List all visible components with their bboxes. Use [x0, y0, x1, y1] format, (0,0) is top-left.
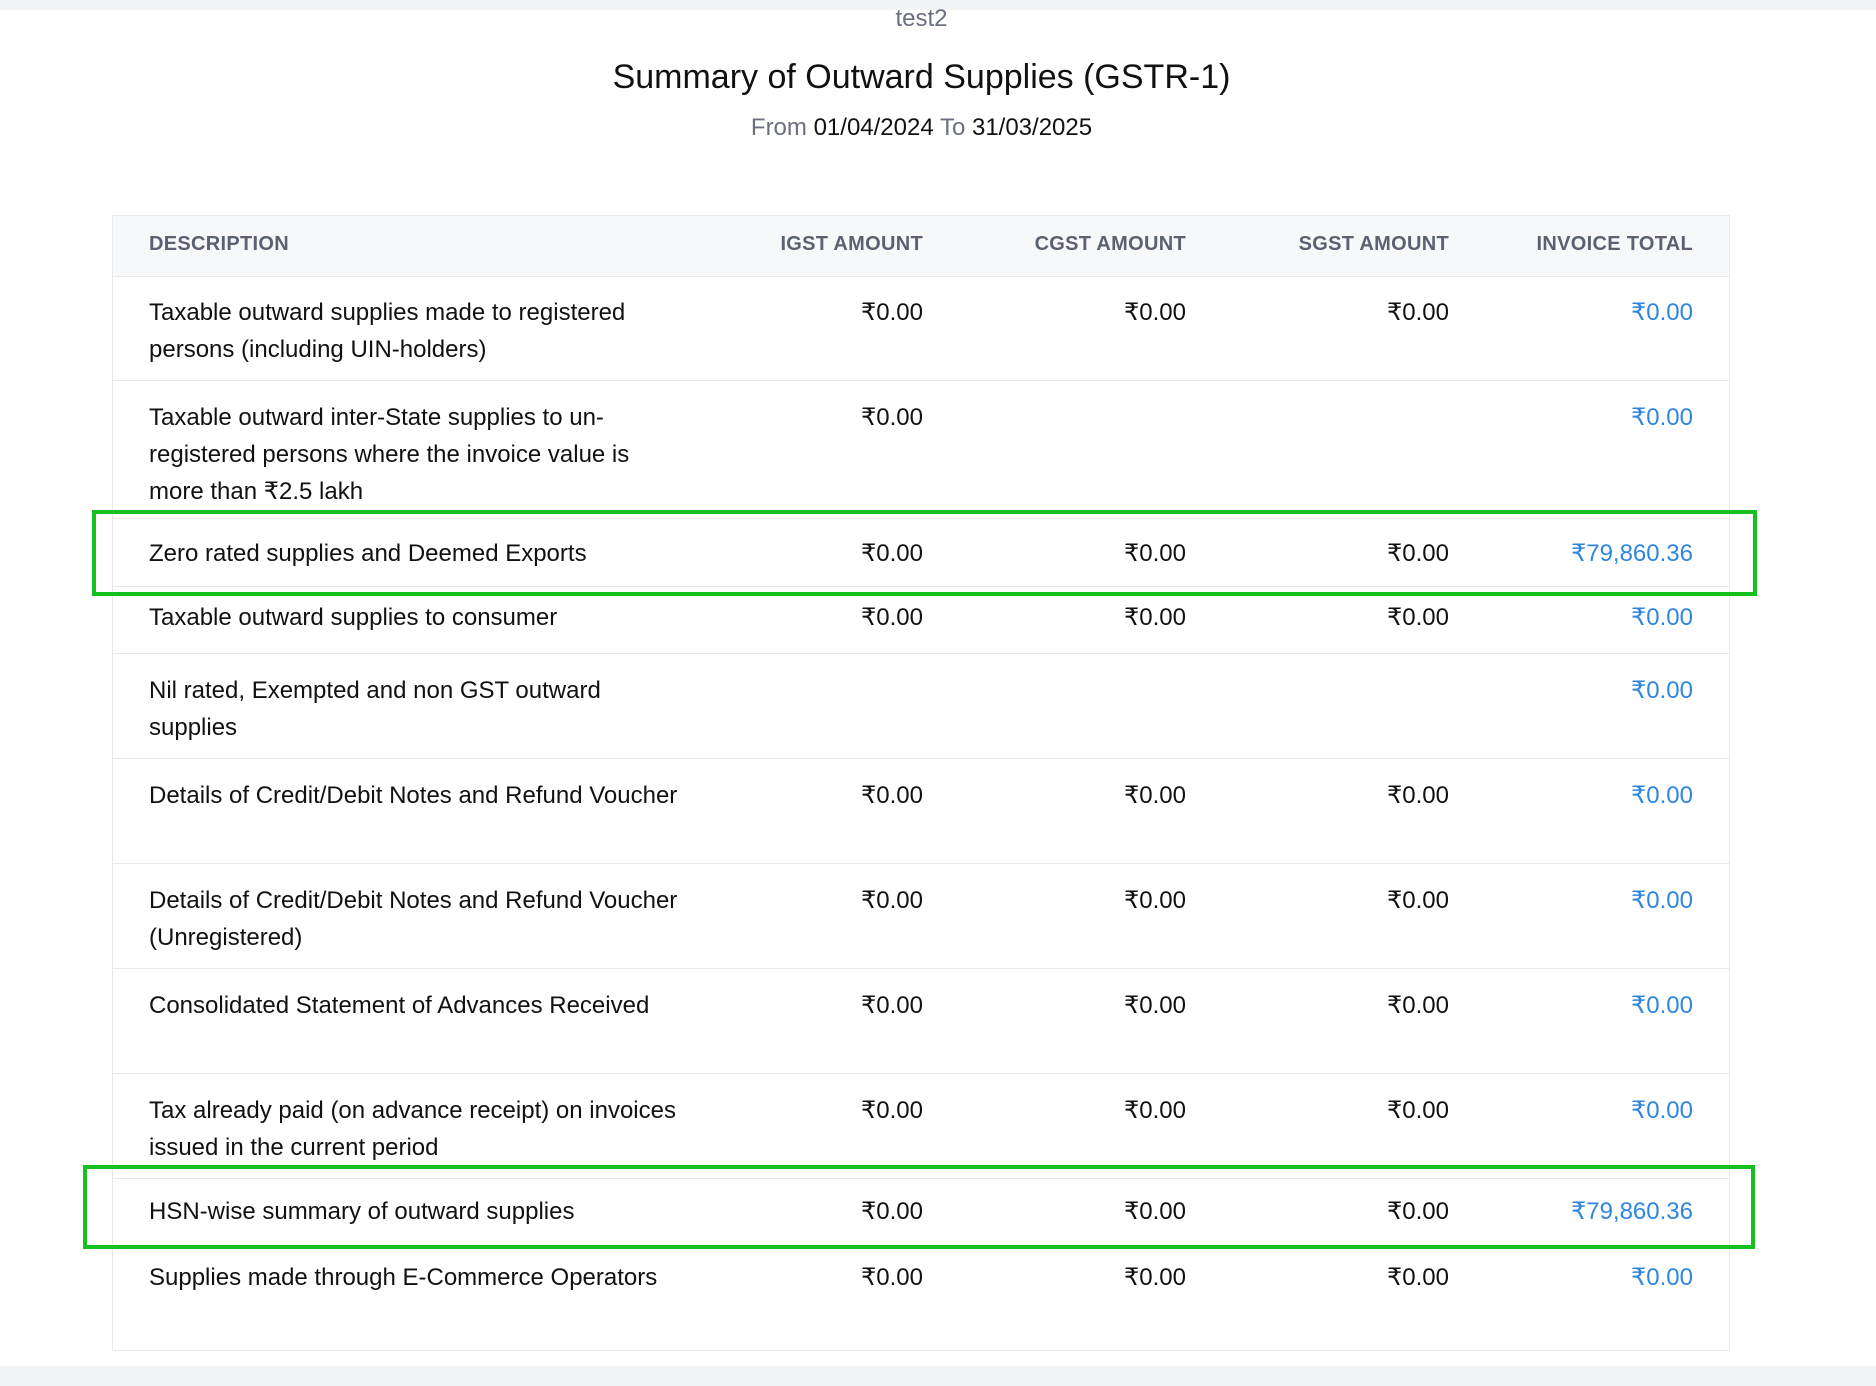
row-cgst-amount: ₹0.00: [1124, 992, 1186, 1019]
row-igst-amount: ₹0.00: [861, 404, 923, 431]
row-cgst-amount: ₹0.00: [1124, 540, 1186, 567]
row-cgst-amount: ₹0.00: [1124, 1097, 1186, 1124]
row-invoice-total-link[interactable]: ₹0.00: [1631, 299, 1693, 326]
table-row: [113, 1247, 1729, 1350]
row-sgst-amount: ₹0.00: [1387, 604, 1449, 631]
row-description: Taxable outward supplies to consumer: [149, 604, 558, 631]
row-sgst-amount: ₹0.00: [1387, 299, 1449, 326]
row-igst-amount: ₹0.00: [861, 992, 923, 1019]
row-invoice-total-link[interactable]: ₹0.00: [1631, 677, 1693, 704]
table-row: [113, 969, 1729, 1074]
table-row: [113, 1179, 1729, 1247]
column-header-igst: IGST AMOUNT: [780, 233, 923, 255]
row-igst-amount: ₹0.00: [861, 540, 923, 567]
table-row: [113, 654, 1729, 759]
table-row: [113, 519, 1729, 587]
row-description: Zero rated supplies and Deemed Exports: [149, 540, 587, 567]
table-row: [113, 381, 1729, 519]
row-cgst-amount: ₹0.00: [1124, 1198, 1186, 1225]
table-header: [113, 216, 1729, 277]
period-to-date: 31/03/2025: [971, 114, 1093, 141]
row-description: Tax already paid (on advance receipt) on invoices issued in the current period: [149, 1097, 676, 1161]
row-cgst-amount: ₹0.00: [1124, 887, 1186, 914]
row-description: Details of Credit/Debit Notes and Refund Voucher: [149, 782, 678, 809]
row-description: Nil rated, Exempted and non GST outward supplies: [149, 677, 601, 741]
row-sgst-amount: ₹0.00: [1387, 1198, 1449, 1225]
row-sgst-amount: ₹0.00: [1387, 782, 1449, 809]
row-description: Details of Credit/Debit Notes and Refund Voucher (Unregistered): [149, 887, 678, 951]
period-to-label: To: [939, 114, 966, 141]
row-cgst-amount: ₹0.00: [1124, 299, 1186, 326]
row-sgst-amount: ₹0.00: [1387, 1264, 1449, 1291]
row-igst-amount: ₹0.00: [861, 782, 923, 809]
column-header-invoice-total: INVOICE TOTAL: [1536, 233, 1693, 255]
row-igst-amount: ₹0.00: [861, 887, 923, 914]
organization-name: test2: [895, 5, 948, 32]
row-description: HSN-wise summary of outward supplies: [149, 1198, 575, 1225]
summary-table: [112, 215, 1730, 1351]
row-cgst-amount: ₹0.00: [1124, 604, 1186, 631]
row-description: Consolidated Statement of Advances Received: [149, 992, 650, 1019]
row-description: Supplies made through E-Commerce Operators: [149, 1264, 658, 1291]
row-cgst-amount: ₹0.00: [1124, 1264, 1186, 1291]
table-row: [113, 1074, 1729, 1179]
table-row: [113, 587, 1729, 654]
column-header-sgst: SGST AMOUNT: [1298, 233, 1449, 255]
column-header-description: DESCRIPTION: [149, 233, 289, 255]
period-from-date: 01/04/2024: [813, 114, 934, 141]
row-sgst-amount: ₹0.00: [1387, 540, 1449, 567]
period-from-label: From: [750, 114, 807, 141]
row-invoice-total-link[interactable]: ₹79,860.36: [1570, 1198, 1693, 1225]
table-row: [113, 759, 1729, 864]
row-cgst-amount: ₹0.00: [1124, 782, 1186, 809]
row-sgst-amount: ₹0.00: [1387, 1097, 1449, 1124]
table-row: [113, 864, 1729, 969]
row-igst-amount: ₹0.00: [861, 604, 923, 631]
row-invoice-total-link[interactable]: ₹0.00: [1631, 992, 1693, 1019]
report-title: Summary of Outward Supplies (GSTR-1): [612, 58, 1231, 96]
row-description: Taxable outward inter-State supplies to un-registered persons where the invoice value is more than ₹2.5 lakh: [149, 404, 630, 505]
bottom-strip: [0, 1366, 1876, 1386]
row-invoice-total-link[interactable]: ₹0.00: [1631, 604, 1693, 631]
row-invoice-total-link[interactable]: ₹0.00: [1631, 782, 1693, 809]
row-igst-amount: ₹0.00: [861, 1264, 923, 1291]
table-row: [113, 276, 1729, 381]
row-invoice-total-link[interactable]: ₹0.00: [1631, 887, 1693, 914]
row-sgst-amount: ₹0.00: [1387, 887, 1449, 914]
row-igst-amount: ₹0.00: [861, 1198, 923, 1225]
report-period: [0, 114, 1843, 142]
row-invoice-total-link[interactable]: ₹0.00: [1631, 404, 1693, 431]
row-invoice-total-link[interactable]: ₹79,860.36: [1570, 540, 1693, 567]
row-igst-amount: ₹0.00: [861, 1097, 923, 1124]
row-igst-amount: ₹0.00: [861, 299, 923, 326]
column-header-cgst: CGST AMOUNT: [1034, 233, 1186, 255]
row-invoice-total-link[interactable]: ₹0.00: [1631, 1264, 1693, 1291]
row-description: Taxable outward supplies made to registered persons (including UIN-holders): [149, 299, 626, 363]
row-sgst-amount: ₹0.00: [1387, 992, 1449, 1019]
row-invoice-total-link[interactable]: ₹0.00: [1631, 1097, 1693, 1124]
